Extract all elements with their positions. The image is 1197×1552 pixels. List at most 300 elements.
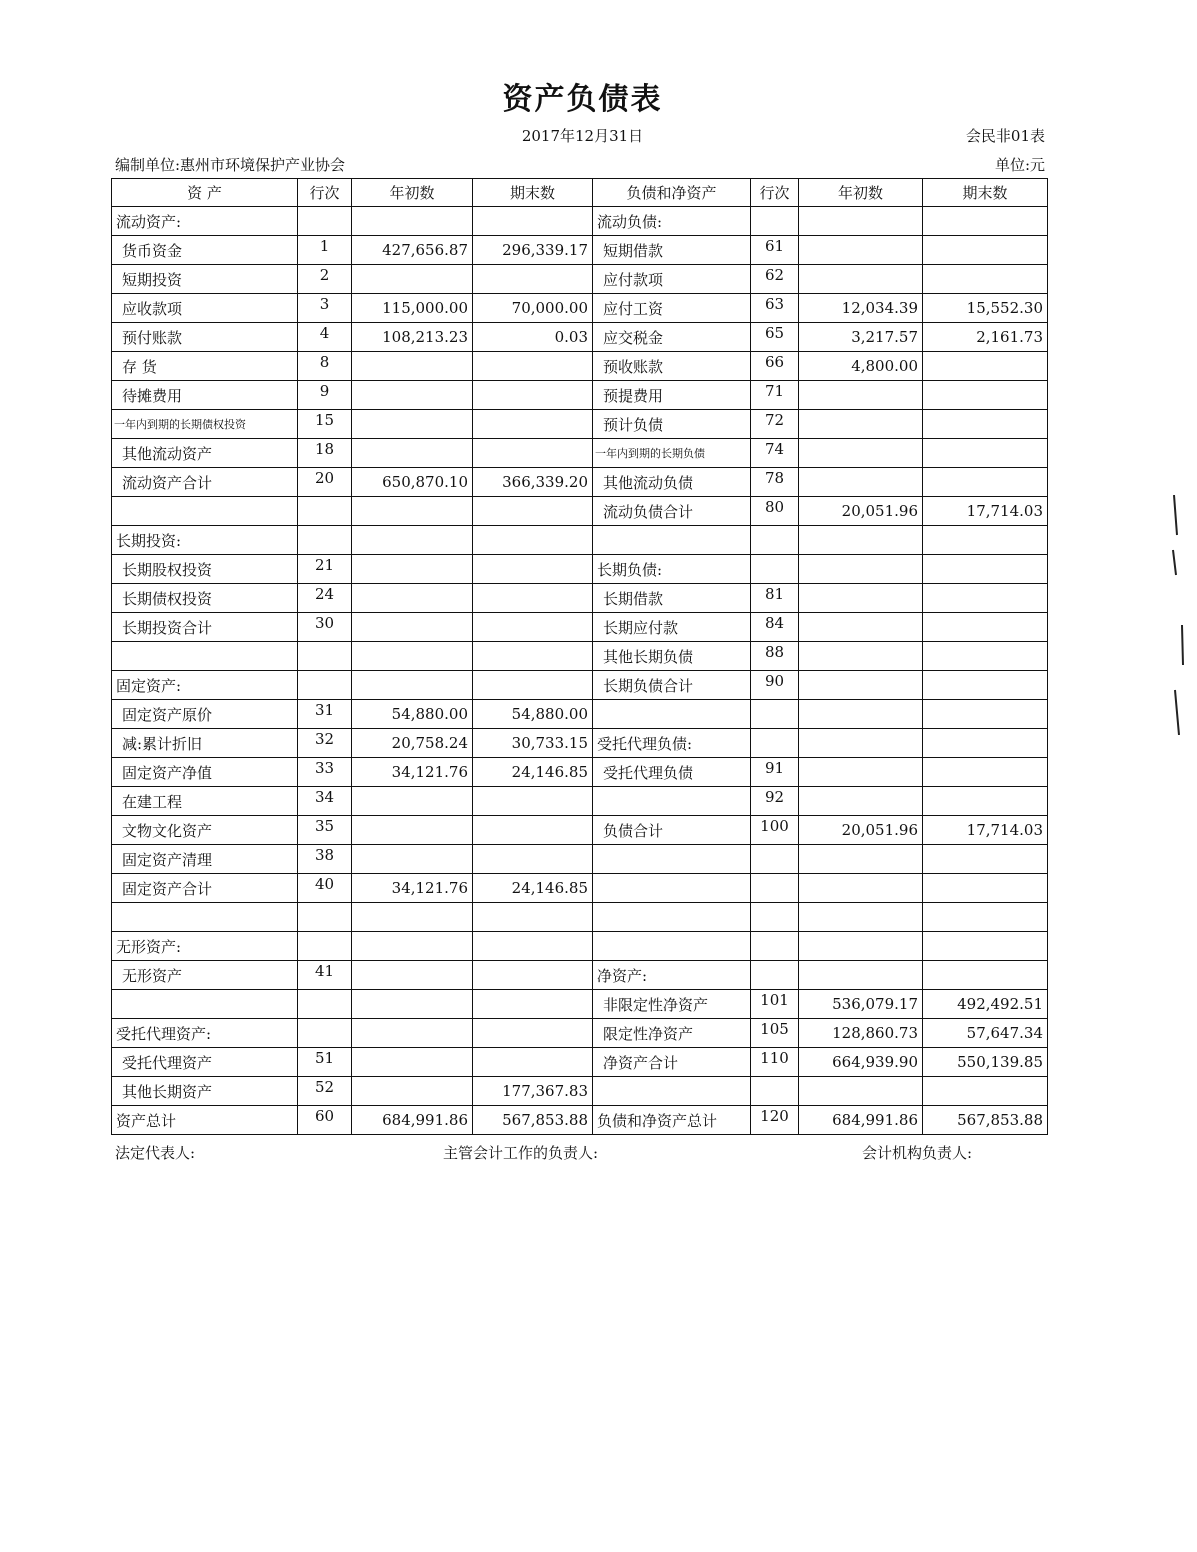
line-number-cell [298, 903, 352, 932]
line-number-cell: 9 [298, 381, 352, 410]
end-balance-cell [473, 1048, 593, 1077]
line-number-cell [751, 845, 799, 874]
table-row [112, 671, 1048, 700]
line-number-cell [298, 207, 352, 236]
end-balance-cell [923, 526, 1048, 555]
begin-balance-cell [352, 671, 473, 700]
line-number-cell [751, 526, 799, 555]
col-header-begin-balance: 年初数 [352, 179, 473, 207]
end-balance-cell [923, 671, 1048, 700]
line-number-cell: 65 [751, 323, 799, 352]
end-balance-cell [473, 642, 593, 671]
line-number-cell [751, 729, 799, 758]
line-number-cell: 20 [298, 468, 352, 497]
line-number-cell: 38 [298, 845, 352, 874]
begin-balance-cell [799, 903, 923, 932]
begin-balance-cell [799, 265, 923, 294]
begin-balance-cell [799, 236, 923, 265]
line-number-cell [298, 932, 352, 961]
begin-balance-cell [799, 787, 923, 816]
col-header-liabilities: 负债和净资产 [593, 179, 751, 207]
table-row [112, 845, 1048, 874]
end-balance-cell: 567,853.88 [473, 1106, 593, 1135]
table-row [112, 236, 1048, 265]
asset-item-label: 预付账款 [112, 323, 298, 352]
begin-balance-cell [799, 410, 923, 439]
begin-balance-cell: 20,051.96 [799, 816, 923, 845]
line-number-cell: 78 [751, 468, 799, 497]
begin-balance-cell [352, 381, 473, 410]
begin-balance-cell [352, 207, 473, 236]
begin-balance-cell: 34,121.76 [352, 874, 473, 903]
liability-item-label: 非限定性净资产 [593, 990, 751, 1019]
begin-balance-cell [799, 526, 923, 555]
line-number-cell: 30 [298, 613, 352, 642]
table-row [112, 1048, 1048, 1077]
line-number-cell [298, 497, 352, 526]
end-balance-cell [923, 381, 1048, 410]
liability-item-label: 受托代理负债 [593, 758, 751, 787]
liability-item-label: 长期应付款 [593, 613, 751, 642]
asset-item-label: 固定资产: [112, 671, 298, 700]
begin-balance-cell [352, 265, 473, 294]
form-code: 会民非01表 [965, 127, 1045, 145]
asset-item-label: 在建工程 [112, 787, 298, 816]
begin-balance-cell [799, 700, 923, 729]
begin-balance-cell [352, 1048, 473, 1077]
table-row [112, 787, 1048, 816]
asset-item-label: 货币资金 [112, 236, 298, 265]
begin-balance-cell: 536,079.17 [799, 990, 923, 1019]
begin-balance-cell: 108,213.23 [352, 323, 473, 352]
asset-item-label: 固定资产清理 [112, 845, 298, 874]
line-number-cell: 71 [751, 381, 799, 410]
end-balance-cell [473, 352, 593, 381]
asset-item-label: 一年内到期的长期债权投资 [112, 410, 298, 439]
table-row [112, 642, 1048, 671]
table-row [112, 758, 1048, 787]
liability-item-label [593, 845, 751, 874]
line-number-cell: 63 [751, 294, 799, 323]
begin-balance-cell [799, 729, 923, 758]
begin-balance-cell [799, 758, 923, 787]
line-number-cell: 81 [751, 584, 799, 613]
table-row [112, 584, 1048, 613]
end-balance-cell [473, 961, 593, 990]
asset-item-label: 流动资产: [112, 207, 298, 236]
asset-item-label: 文物文化资产 [112, 816, 298, 845]
signature-accounting-supervisor: 主管会计工作的负责人: [443, 1144, 599, 1162]
begin-balance-cell [352, 1077, 473, 1106]
asset-item-label: 受托代理资产: [112, 1019, 298, 1048]
end-balance-cell [923, 932, 1048, 961]
begin-balance-cell [799, 584, 923, 613]
table-row [112, 903, 1048, 932]
line-number-cell: 24 [298, 584, 352, 613]
end-balance-cell [473, 1019, 593, 1048]
table-header-row [112, 179, 1048, 207]
line-number-cell: 101 [751, 990, 799, 1019]
end-balance-cell [473, 990, 593, 1019]
begin-balance-cell [799, 555, 923, 584]
begin-balance-cell [799, 468, 923, 497]
line-number-cell: 60 [298, 1106, 352, 1135]
end-balance-cell [473, 613, 593, 642]
end-balance-cell [473, 497, 593, 526]
end-balance-cell: 366,339.20 [473, 468, 593, 497]
asset-item-label [112, 903, 298, 932]
end-balance-cell: 54,880.00 [473, 700, 593, 729]
col-header-end-balance: 期末数 [473, 179, 593, 207]
preparing-organization: 编制单位:惠州市环境保护产业协会 [115, 156, 346, 174]
table-row [112, 816, 1048, 845]
line-number-cell: 32 [298, 729, 352, 758]
table-row [112, 352, 1048, 381]
end-balance-cell: 567,853.88 [923, 1106, 1048, 1135]
liability-item-label [593, 874, 751, 903]
line-number-cell: 35 [298, 816, 352, 845]
end-balance-cell [923, 236, 1048, 265]
end-balance-cell [473, 265, 593, 294]
asset-item-label: 无形资产 [112, 961, 298, 990]
begin-balance-cell [352, 845, 473, 874]
liability-item-label: 净资产合计 [593, 1048, 751, 1077]
end-balance-cell [923, 468, 1048, 497]
line-number-cell: 90 [751, 671, 799, 700]
signature-legal-representative: 法定代表人: [115, 1144, 196, 1162]
begin-balance-cell [352, 642, 473, 671]
line-number-cell: 8 [298, 352, 352, 381]
line-number-cell: 4 [298, 323, 352, 352]
line-number-cell [751, 932, 799, 961]
table-row [112, 294, 1048, 323]
end-balance-cell [923, 845, 1048, 874]
liability-item-label: 预收账款 [593, 352, 751, 381]
line-number-cell [751, 1077, 799, 1106]
table-row [112, 932, 1048, 961]
end-balance-cell: 57,647.34 [923, 1019, 1048, 1048]
end-balance-cell [923, 265, 1048, 294]
line-number-cell: 1 [298, 236, 352, 265]
begin-balance-cell [799, 207, 923, 236]
line-number-cell: 40 [298, 874, 352, 903]
liability-item-label: 预计负债 [593, 410, 751, 439]
line-number-cell [751, 555, 799, 584]
end-balance-cell: 177,367.83 [473, 1077, 593, 1106]
line-number-cell: 34 [298, 787, 352, 816]
liability-item-label [593, 932, 751, 961]
col-header-line-no: 行次 [298, 179, 352, 207]
asset-item-label: 存 货 [112, 352, 298, 381]
report-title: 资产负债表 [502, 82, 663, 117]
asset-item-label: 其他长期资产 [112, 1077, 298, 1106]
line-number-cell: 21 [298, 555, 352, 584]
begin-balance-cell: 12,034.39 [799, 294, 923, 323]
asset-item-label: 固定资产合计 [112, 874, 298, 903]
asset-item-label [112, 642, 298, 671]
begin-balance-cell: 20,758.24 [352, 729, 473, 758]
scan-edge-marks [1170, 495, 1190, 735]
liability-item-label: 流动负债合计 [593, 497, 751, 526]
asset-item-label: 短期投资 [112, 265, 298, 294]
end-balance-cell [473, 903, 593, 932]
report-date: 2017年12月31日 [521, 127, 644, 145]
begin-balance-cell [352, 903, 473, 932]
end-balance-cell: 17,714.03 [923, 497, 1048, 526]
line-number-cell: 110 [751, 1048, 799, 1077]
begin-balance-cell [352, 439, 473, 468]
asset-item-label [112, 497, 298, 526]
line-number-cell: 18 [298, 439, 352, 468]
line-number-cell: 72 [751, 410, 799, 439]
table-row [112, 555, 1048, 584]
table-row [112, 497, 1048, 526]
end-balance-cell [473, 787, 593, 816]
line-number-cell [298, 671, 352, 700]
asset-item-label: 受托代理资产 [112, 1048, 298, 1077]
begin-balance-cell: 427,656.87 [352, 236, 473, 265]
line-number-cell: 61 [751, 236, 799, 265]
liability-item-label: 长期负债合计 [593, 671, 751, 700]
liability-item-label: 应交税金 [593, 323, 751, 352]
end-balance-cell [473, 845, 593, 874]
table-row [112, 990, 1048, 1019]
liability-item-label: 负债合计 [593, 816, 751, 845]
liability-item-label: 负债和净资产总计 [593, 1106, 751, 1135]
line-number-cell [298, 1019, 352, 1048]
table-row [112, 613, 1048, 642]
end-balance-cell [923, 352, 1048, 381]
liability-item-label: 其他长期负债 [593, 642, 751, 671]
liability-item-label: 一年内到期的长期负债 [593, 439, 751, 468]
line-number-cell: 66 [751, 352, 799, 381]
table-row [112, 381, 1048, 410]
end-balance-cell [923, 758, 1048, 787]
line-number-cell: 92 [751, 787, 799, 816]
line-number-cell [751, 961, 799, 990]
line-number-cell: 105 [751, 1019, 799, 1048]
begin-balance-cell [799, 845, 923, 874]
end-balance-cell [923, 439, 1048, 468]
line-number-cell: 80 [751, 497, 799, 526]
end-balance-cell: 17,714.03 [923, 816, 1048, 845]
asset-item-label: 其他流动资产 [112, 439, 298, 468]
table-row [112, 323, 1048, 352]
begin-balance-cell [799, 671, 923, 700]
end-balance-cell [923, 642, 1048, 671]
liability-item-label [593, 903, 751, 932]
asset-item-label: 固定资产净值 [112, 758, 298, 787]
begin-balance-cell: 54,880.00 [352, 700, 473, 729]
end-balance-cell: 550,139.85 [923, 1048, 1048, 1077]
end-balance-cell [923, 700, 1048, 729]
liability-item-label: 预提费用 [593, 381, 751, 410]
end-balance-cell [473, 381, 593, 410]
liability-item-label: 流动负债: [593, 207, 751, 236]
begin-balance-cell [799, 961, 923, 990]
end-balance-cell [473, 555, 593, 584]
end-balance-cell [923, 410, 1048, 439]
table-row [112, 265, 1048, 294]
begin-balance-cell [352, 497, 473, 526]
begin-balance-cell [799, 613, 923, 642]
liability-item-label [593, 526, 751, 555]
begin-balance-cell [352, 584, 473, 613]
liability-item-label: 限定性净资产 [593, 1019, 751, 1048]
begin-balance-cell: 650,870.10 [352, 468, 473, 497]
asset-item-label: 无形资产: [112, 932, 298, 961]
begin-balance-cell: 664,939.90 [799, 1048, 923, 1077]
liability-item-label: 其他流动负债 [593, 468, 751, 497]
table-row [112, 874, 1048, 903]
begin-balance-cell [352, 932, 473, 961]
col-header-assets: 资 产 [112, 179, 298, 207]
liability-item-label [593, 700, 751, 729]
line-number-cell [298, 642, 352, 671]
table-row [112, 1106, 1048, 1135]
col-header-begin-balance: 年初数 [799, 179, 923, 207]
asset-item-label: 流动资产合计 [112, 468, 298, 497]
begin-balance-cell [799, 439, 923, 468]
end-balance-cell [923, 961, 1048, 990]
asset-item-label: 长期投资: [112, 526, 298, 555]
end-balance-cell [923, 787, 1048, 816]
end-balance-cell: 15,552.30 [923, 294, 1048, 323]
line-number-cell: 31 [298, 700, 352, 729]
begin-balance-cell [352, 816, 473, 845]
table-row [112, 961, 1048, 990]
line-number-cell: 120 [751, 1106, 799, 1135]
line-number-cell [751, 903, 799, 932]
begin-balance-cell: 34,121.76 [352, 758, 473, 787]
col-header-end-balance: 期末数 [923, 179, 1048, 207]
line-number-cell: 3 [298, 294, 352, 323]
begin-balance-cell: 4,800.00 [799, 352, 923, 381]
line-number-cell: 52 [298, 1077, 352, 1106]
line-number-cell: 91 [751, 758, 799, 787]
asset-item-label: 应收款项 [112, 294, 298, 323]
end-balance-cell [473, 526, 593, 555]
begin-balance-cell: 115,000.00 [352, 294, 473, 323]
asset-item-label: 长期投资合计 [112, 613, 298, 642]
begin-balance-cell [352, 555, 473, 584]
line-number-cell: 15 [298, 410, 352, 439]
liability-item-label [593, 787, 751, 816]
line-number-cell [751, 700, 799, 729]
asset-item-label: 长期债权投资 [112, 584, 298, 613]
end-balance-cell [923, 613, 1048, 642]
end-balance-cell: 70,000.00 [473, 294, 593, 323]
end-balance-cell [923, 1077, 1048, 1106]
table-row [112, 410, 1048, 439]
end-balance-cell: 24,146.85 [473, 874, 593, 903]
liability-item-label: 净资产: [593, 961, 751, 990]
end-balance-cell: 24,146.85 [473, 758, 593, 787]
begin-balance-cell [799, 932, 923, 961]
line-number-cell [298, 990, 352, 1019]
liability-item-label: 受托代理负债: [593, 729, 751, 758]
end-balance-cell [923, 555, 1048, 584]
asset-item-label: 待摊费用 [112, 381, 298, 410]
begin-balance-cell [352, 352, 473, 381]
end-balance-cell: 0.03 [473, 323, 593, 352]
end-balance-cell [473, 207, 593, 236]
table-row [112, 700, 1048, 729]
begin-balance-cell [352, 961, 473, 990]
begin-balance-cell [352, 990, 473, 1019]
line-number-cell [298, 526, 352, 555]
begin-balance-cell [799, 381, 923, 410]
begin-balance-cell [352, 526, 473, 555]
begin-balance-cell [799, 874, 923, 903]
liability-item-label: 短期借款 [593, 236, 751, 265]
line-number-cell: 41 [298, 961, 352, 990]
end-balance-cell [923, 584, 1048, 613]
line-number-cell [751, 874, 799, 903]
end-balance-cell [473, 410, 593, 439]
end-balance-cell [923, 729, 1048, 758]
table-row [112, 468, 1048, 497]
signature-accounting-head: 会计机构负责人: [862, 1144, 973, 1162]
line-number-cell: 62 [751, 265, 799, 294]
end-balance-cell [473, 932, 593, 961]
asset-item-label [112, 990, 298, 1019]
line-number-cell: 33 [298, 758, 352, 787]
line-number-cell: 88 [751, 642, 799, 671]
end-balance-cell [923, 207, 1048, 236]
asset-item-label: 固定资产原价 [112, 700, 298, 729]
end-balance-cell [923, 903, 1048, 932]
begin-balance-cell: 128,860.73 [799, 1019, 923, 1048]
end-balance-cell [473, 584, 593, 613]
begin-balance-cell: 684,991.86 [352, 1106, 473, 1135]
liability-item-label: 应付款项 [593, 265, 751, 294]
begin-balance-cell [352, 410, 473, 439]
end-balance-cell: 2,161.73 [923, 323, 1048, 352]
table-row [112, 729, 1048, 758]
line-number-cell: 2 [298, 265, 352, 294]
liability-item-label: 应付工资 [593, 294, 751, 323]
end-balance-cell: 30,733.15 [473, 729, 593, 758]
col-header-line-no: 行次 [751, 179, 799, 207]
end-balance-cell [473, 439, 593, 468]
table-row [112, 439, 1048, 468]
asset-item-label: 长期股权投资 [112, 555, 298, 584]
line-number-cell: 100 [751, 816, 799, 845]
begin-balance-cell [799, 642, 923, 671]
begin-balance-cell [352, 787, 473, 816]
begin-balance-cell [799, 1077, 923, 1106]
asset-item-label: 资产总计 [112, 1106, 298, 1135]
begin-balance-cell [352, 613, 473, 642]
end-balance-cell: 492,492.51 [923, 990, 1048, 1019]
line-number-cell: 84 [751, 613, 799, 642]
begin-balance-cell: 3,217.57 [799, 323, 923, 352]
end-balance-cell [473, 671, 593, 700]
asset-item-label: 减:累计折旧 [112, 729, 298, 758]
currency-unit: 单位:元 [994, 156, 1045, 174]
table-row [112, 207, 1048, 236]
begin-balance-cell: 20,051.96 [799, 497, 923, 526]
liability-item-label: 长期负债: [593, 555, 751, 584]
liability-item-label [593, 1077, 751, 1106]
balance-sheet-table [111, 178, 1048, 1135]
begin-balance-cell [352, 1019, 473, 1048]
table-row [112, 526, 1048, 555]
end-balance-cell [923, 874, 1048, 903]
line-number-cell [751, 207, 799, 236]
table-row [112, 1077, 1048, 1106]
